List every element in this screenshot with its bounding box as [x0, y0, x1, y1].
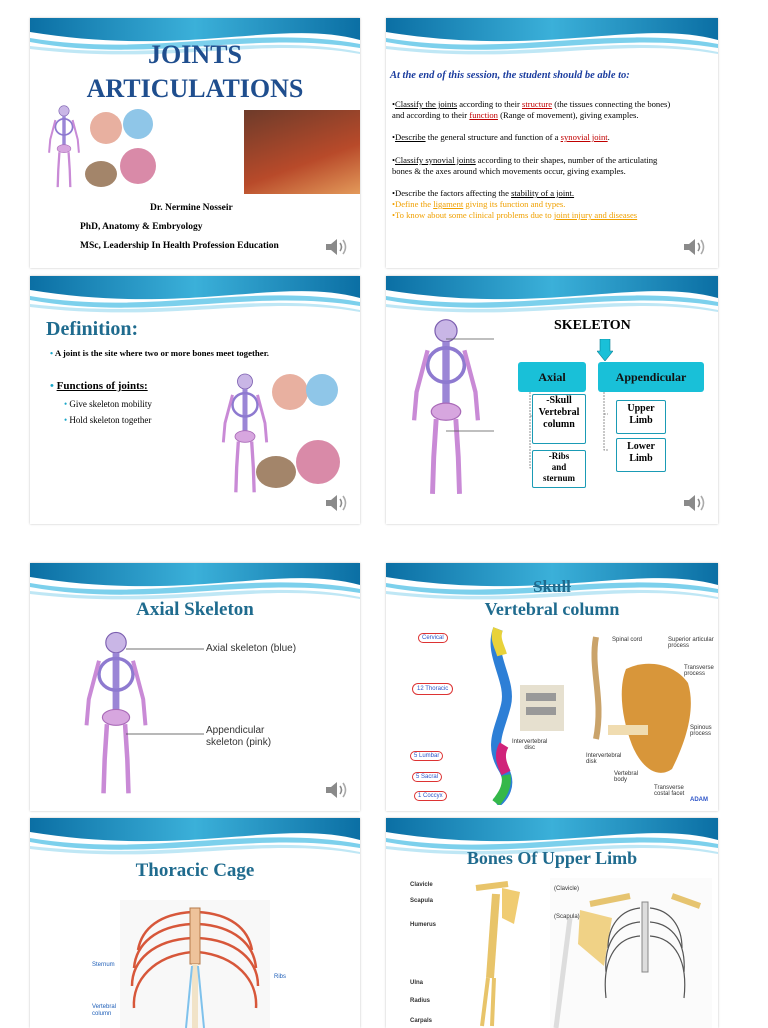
upper-limb-diagram [456, 878, 536, 1028]
thoracic-title: Thoracic Cage [135, 860, 255, 881]
wave-header [386, 18, 718, 62]
thoracic-label: 12 Thoracic [412, 683, 453, 695]
radius-label: Radius [410, 998, 431, 1004]
definition-text: • A joint is the site where two or more bones meet together. [50, 348, 269, 358]
skeleton-joints-image [46, 104, 156, 190]
slide-definition[interactable] [30, 276, 360, 524]
skeleton-joints-image [220, 364, 340, 504]
degree-msc: MSc, Leadership In Health Profession Education [80, 241, 279, 251]
speaker-icon[interactable] [324, 492, 350, 514]
author-name: Dr. Nermine Nosseir [150, 203, 233, 213]
title-line-1: JOINTS [148, 40, 242, 69]
objective-6: •To know about some clinical problems due to joint injury and diseases [392, 210, 638, 220]
lumbar-label: 5 Lumbar [410, 751, 443, 761]
slide-upper-limb[interactable] [386, 818, 718, 1028]
speaker-icon[interactable] [682, 236, 708, 258]
slide-thoracic-cage[interactable] [30, 818, 360, 1028]
skull-vertebral-box: -Skull Vertebral column [532, 394, 586, 444]
title-line-2: ARTICULATIONS [86, 74, 304, 103]
definition-title: Definition: [46, 318, 139, 340]
transverse-costal-facet-label: Transverse costal facet [654, 785, 685, 797]
ribs-sternum-box: -Ribs and sternum [532, 450, 586, 488]
skeleton-title: SKELETON [554, 318, 631, 333]
objective-5: •Define the ligament giving its function and types. [392, 199, 566, 209]
transverse-process-label: Transverse process [684, 665, 714, 677]
lower-limb-box: Lower Limb [616, 438, 666, 472]
functions-title: • Functions of joints: [50, 380, 148, 392]
upper-limb-title: Bones Of Upper Limb [466, 848, 638, 868]
vertebra-diagram [576, 629, 716, 805]
skull-struck-title: Skull [533, 577, 571, 596]
appendicular-box: Appendicular [598, 362, 704, 392]
carpals-label: Carpals [410, 1018, 433, 1024]
intervertebral-disk-label: Intervertebral disk [586, 753, 622, 765]
upper-limb-box: Upper Limb [616, 400, 666, 434]
objective-3: •Classify synovial joints according to their shapes, number of the articulating bones & the axes around which movements occur, giving examples. [392, 155, 658, 176]
slide-vertebral-column[interactable] [386, 563, 718, 811]
coccyx-label: 1 Coccyx [414, 791, 447, 801]
speaker-icon[interactable] [324, 779, 350, 801]
wave-header [386, 276, 718, 320]
rib-cage-diagram [120, 900, 270, 1028]
pointer-lines [446, 338, 506, 438]
slide-skeleton[interactable] [386, 276, 718, 524]
objective-1: •Classify the joints according to their structure (the tissues connecting the bones) and according to their function (Range of movement), giving examples. [392, 99, 671, 120]
slide-axial-skeleton[interactable] [30, 563, 360, 811]
sacral-label: 5 Sacral [412, 772, 442, 782]
adam-logo: ADAM [690, 797, 708, 803]
intervertebral-disc-label: Intervertebral disc [512, 739, 548, 751]
clavicle-handwritten-label: (Clavicle) [554, 886, 580, 892]
humerus-label: Humerus [410, 922, 437, 928]
ribs-label: Ribs [274, 974, 287, 980]
superior-articular-label: Superior articular process [668, 637, 714, 649]
contortionist-photo [244, 110, 360, 194]
sternum-label: Sternum [92, 962, 115, 968]
degree-phd: PhD, Anatomy & Embryology [80, 222, 203, 232]
slide-title[interactable] [30, 18, 360, 268]
wave-header [30, 276, 360, 320]
clavicle-label: Clavicle [410, 882, 433, 888]
objective-4: •Describe the factors affecting the stability of a joint. [392, 188, 575, 198]
spinous-process-label: Spinous process [690, 725, 712, 737]
label-appendicular-pink: Appendicular skeleton (pink) [206, 725, 272, 748]
cervical-label: Cervical [418, 633, 448, 643]
slide-objectives[interactable] [386, 18, 718, 268]
spinal-cord-label: Spinal cord [612, 637, 643, 643]
function-1: • Give skeleton mobility [64, 399, 152, 409]
objective-2: •Describe the general structure and function of a synovial joint. [392, 132, 610, 142]
speaker-icon[interactable] [682, 492, 708, 514]
axial-title: Axial Skeleton [136, 599, 254, 620]
label-lines [126, 643, 206, 743]
wave-header [30, 818, 360, 862]
shoulder-ribcage-diagram [550, 878, 712, 1028]
down-arrow [597, 339, 613, 361]
label-axial-blue: Axial skeleton (blue) [206, 643, 297, 654]
function-2: • Hold skeleton together [64, 415, 152, 425]
objectives-heading: At the end of this session, the student should be able to: [390, 70, 630, 81]
scapula-handwritten-label: (Scapula) [554, 914, 580, 920]
vertebral-body-label: Vertebral body [614, 771, 639, 783]
axial-box: Axial [518, 362, 586, 392]
vertebral-column-label: Vertebral column [92, 1004, 117, 1017]
vertebral-title: Vertebral column [484, 599, 620, 619]
speaker-icon[interactable] [324, 236, 350, 258]
ulna-label: Ulna [410, 980, 424, 986]
scapula-label: Scapula [410, 898, 434, 904]
